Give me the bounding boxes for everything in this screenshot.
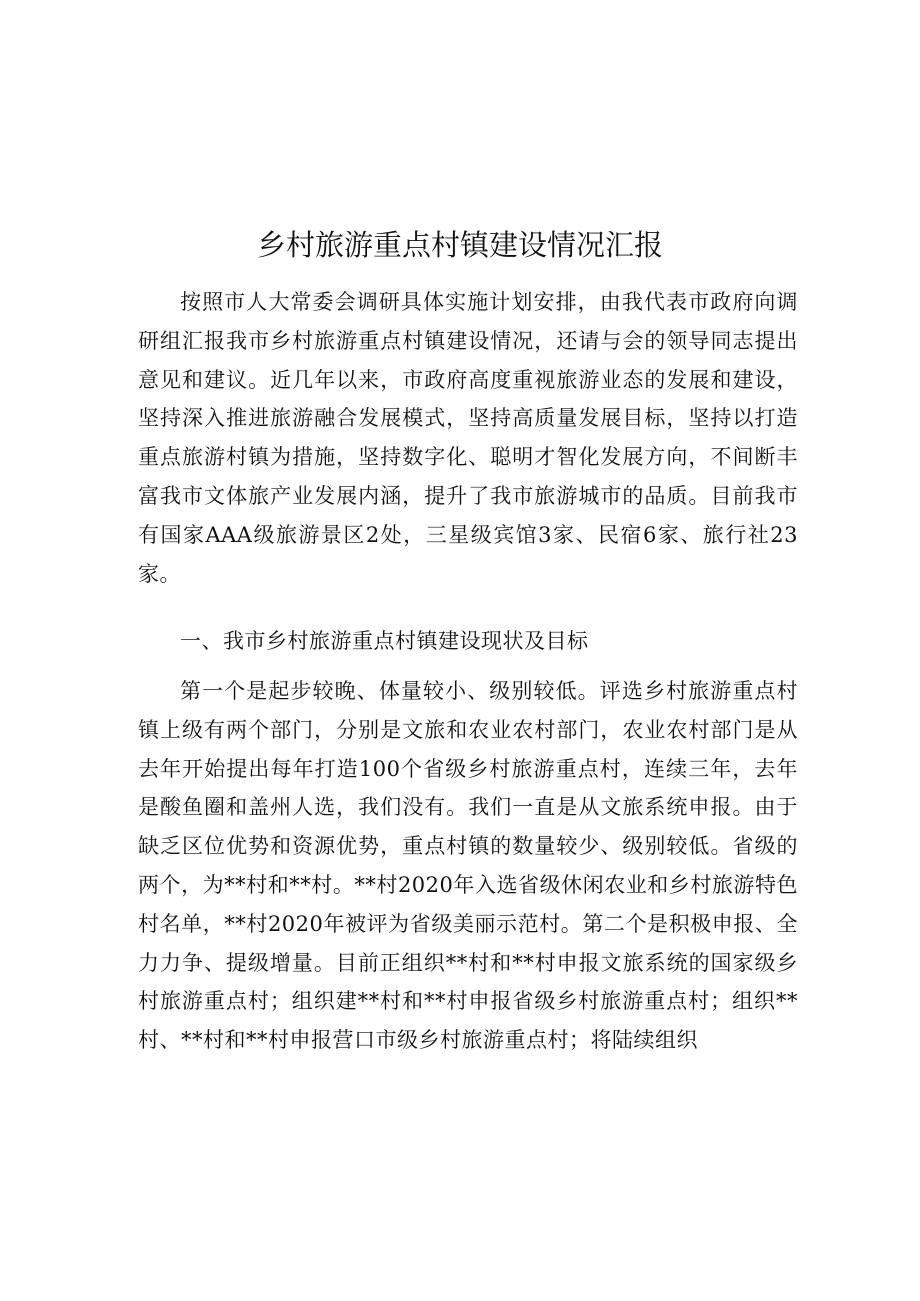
intro-paragraph: 按照市人大常委会调研具体实施计划安排，由我代表市政府向调研组汇报我市乡村旅游重点村镇建设情况，还请与会的领导同志提出意见和建议。近几年以来，市政府高度重视旅游业态的发展和建设，坚持深入推进旅游融合发展模式，坚持高质量发展目标，坚持以打造重点旅游村镇为措施，坚持数字化、聪明才智化发展方向，不间断丰富我市文体旅产业发展内涵，提升了我市旅游城市的品质。目前我市有国家AAA级旅游景区2处，三星级宾馆3家、民宿6家、旅行社23家。 [138, 290, 798, 586]
section-paragraph: 第一个是起步较晚、体量较小、级别较低。评选乡村旅游重点村镇上级有两个部门，分别是文旅和农业农村部门，农业农村部门是从去年开始提出每年打造100个省级乡村旅游重点村，连续三年，去年是酸鱼圈和盖州人选，我们没有。我们一直是从文旅系统申报。由于缺乏区位优势和资源优势，重点村镇的数量较少、级别较低。省级的两个，为**村和**村。**村2020年入选省级休闲农业和乡村旅游特色村名单，**村2020年被评为省级美丽示范村。第二个是积极申报、全力力争、提级增量。目前正组织**村和**村申报文旅系统的国家级乡村旅游重点村；组织建**村和**村申报省级乡村旅游重点村；组织**村、**村和**村申报营口市级乡村旅游重点村；将陆续组织 [138, 679, 798, 1053]
document-title: 乡村旅游重点村镇建设情况汇报 [256, 228, 663, 262]
section-heading: 一、我市乡村旅游重点村镇建设现状及目标 [180, 629, 589, 653]
